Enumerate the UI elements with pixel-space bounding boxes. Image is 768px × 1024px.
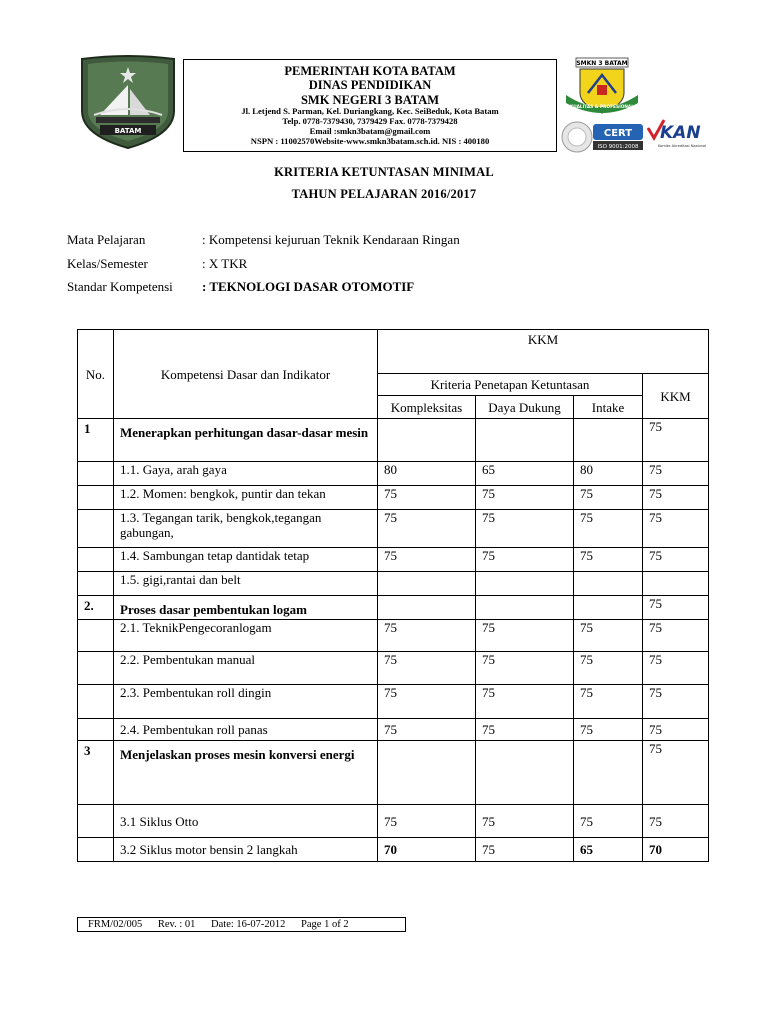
letterhead-government: PEMERINTAH KOTA BATAM <box>284 64 456 78</box>
school-logo-ribbon: KUALITAS & PROFESIONAL <box>569 105 635 110</box>
cell-intake: 75 <box>574 620 643 652</box>
info-class-value: : X TKR <box>202 256 248 271</box>
cell-kompleksitas <box>378 572 476 596</box>
info-standard-label: Standar Kompetensi <box>67 279 173 294</box>
cell-intake: 75 <box>574 510 643 548</box>
cert-iso: ISO 9001:2008 <box>597 144 639 150</box>
cell-no <box>78 620 114 652</box>
table-row <box>78 741 709 805</box>
cell-intake: 80 <box>574 462 643 486</box>
cert-iso-logo <box>562 122 643 152</box>
cell-intake <box>574 741 643 805</box>
cell-daya-dukung: 75 <box>476 719 574 741</box>
table-row <box>78 572 709 596</box>
cell-intake <box>574 572 643 596</box>
cell-kompleksitas: 75 <box>378 719 476 741</box>
header-kkm-final: KKM <box>643 374 709 419</box>
table-row <box>78 838 709 862</box>
cell-daya-dukung: 75 <box>476 838 574 862</box>
cell-kompleksitas <box>378 419 476 462</box>
cell-intake: 75 <box>574 652 643 685</box>
cell-daya-dukung <box>476 419 574 462</box>
cell-kkm: 75 <box>643 805 709 838</box>
cell-no <box>78 652 114 685</box>
cell-kompetensi: 1.5. gigi,rantai dan belt <box>114 572 378 596</box>
cell-kompleksitas <box>378 596 476 620</box>
table-row <box>78 462 709 486</box>
cell-kompetensi: 2.1. TeknikPengecoranlogam <box>114 620 378 652</box>
cell-intake <box>574 419 643 462</box>
table-row <box>78 548 709 572</box>
cell-kompleksitas: 75 <box>378 685 476 719</box>
letterhead-address: Jl. Letjend S. Parman, Kel. Duriangkang, Kec. SeiBeduk, Kota Batam <box>241 106 499 117</box>
cell-no <box>78 838 114 862</box>
cert-label: CERT <box>603 128 633 139</box>
header-kkm: KKM <box>378 330 709 374</box>
cell-daya-dukung: 75 <box>476 510 574 548</box>
header-no: No. <box>78 330 114 419</box>
header-kompleksitas: Kompleksitas <box>378 396 476 419</box>
info-subject-value: : Kompetensi kejuruan Teknik Kendaraan Ringan <box>202 232 460 247</box>
letterhead-nspn: NSPN : 11002570Website-www.smkn3batam.sch.id. NIS : 400180 <box>250 135 490 146</box>
cell-kkm: 75 <box>643 596 709 620</box>
cell-intake: 75 <box>574 548 643 572</box>
cell-kkm: 75 <box>643 741 709 805</box>
table-row <box>78 596 709 620</box>
cell-no <box>78 510 114 548</box>
header-daya-dukung: Daya Dukung <box>476 396 574 419</box>
school-logo-banner: SMKN 3 BATAM <box>576 60 628 67</box>
cell-kompetensi: 2.4. Pembentukan roll panas <box>114 719 378 741</box>
cell-kompetensi: Menerapkan perhitungan dasar-dasar mesin <box>114 419 378 462</box>
header-intake: Intake <box>574 396 643 419</box>
cell-kompleksitas: 75 <box>378 652 476 685</box>
kan-label: KAN <box>660 123 701 143</box>
document-title: KRITERIA KETUNTASAN MINIMAL <box>274 165 494 179</box>
cell-daya-dukung: 75 <box>476 548 574 572</box>
header-kriteria: Kriteria Penetapan Ketuntasan <box>378 374 643 396</box>
cell-daya-dukung: 65 <box>476 462 574 486</box>
cell-kkm: 75 <box>643 620 709 652</box>
cell-kompetensi: 1.4. Sambungan tetap dantidak tetap <box>114 548 378 572</box>
school-logo <box>562 57 642 117</box>
cell-kkm: 75 <box>643 719 709 741</box>
cell-kompetensi: 2.3. Pembentukan roll dingin <box>114 685 378 719</box>
header-kompetensi: Kompetensi Dasar dan Indikator <box>114 330 378 419</box>
info-standard-value: : TEKNOLOGI DASAR OTOMOTIF <box>202 279 415 294</box>
kan-sub: Komite Akreditasi Nasional <box>658 144 707 148</box>
footer-form-code: FRM/02/005 <box>88 919 143 930</box>
cell-kompleksitas: 70 <box>378 838 476 862</box>
cell-no: 3 <box>78 741 114 805</box>
table-row <box>78 685 709 719</box>
cell-no <box>78 462 114 486</box>
batam-city-emblem <box>78 55 178 150</box>
cell-kkm: 75 <box>643 462 709 486</box>
cell-kompleksitas <box>378 741 476 805</box>
form-footer <box>77 917 406 932</box>
cell-no <box>78 548 114 572</box>
cell-kkm: 70 <box>643 838 709 862</box>
cell-daya-dukung: 75 <box>476 486 574 510</box>
cell-kompleksitas: 75 <box>378 510 476 548</box>
cell-kkm: 75 <box>643 510 709 548</box>
kan-logo <box>648 120 706 148</box>
info-subject-label: Mata Pelajaran <box>67 232 146 247</box>
letterhead-email: Email :smkn3batam@gmail.com <box>309 125 431 136</box>
cell-kompleksitas: 75 <box>378 486 476 510</box>
cell-intake: 75 <box>574 486 643 510</box>
cell-daya-dukung: 75 <box>476 620 574 652</box>
table-row <box>78 652 709 685</box>
cell-kompleksitas: 75 <box>378 805 476 838</box>
cell-kompetensi: 2.2. Pembentukan manual <box>114 652 378 685</box>
cell-kkm <box>643 572 709 596</box>
cell-kkm: 75 <box>643 685 709 719</box>
cell-intake <box>574 596 643 620</box>
cell-daya-dukung: 75 <box>476 685 574 719</box>
cell-no <box>78 685 114 719</box>
cell-daya-dukung: 75 <box>476 805 574 838</box>
cell-kkm: 75 <box>643 486 709 510</box>
table-row <box>78 486 709 510</box>
kkm-table <box>77 329 709 862</box>
logo-left-text: BATAM <box>114 127 142 135</box>
cell-kkm: 75 <box>643 419 709 462</box>
certification-logos <box>560 118 715 156</box>
letterhead-school: SMK NEGERI 3 BATAM <box>300 92 440 107</box>
document-subtitle: TAHUN PELAJARAN 2016/2017 <box>291 187 477 201</box>
info-class-label: Kelas/Semester <box>67 256 148 271</box>
letterhead <box>183 59 557 152</box>
footer-revision: Rev. : 01 <box>157 919 196 930</box>
cell-daya-dukung <box>476 572 574 596</box>
cell-no: 1 <box>78 419 114 462</box>
table-row <box>78 620 709 652</box>
cell-kompetensi: 1.2. Momen: bengkok, puntir dan tekan <box>114 486 378 510</box>
cell-kkm: 75 <box>643 548 709 572</box>
cell-no <box>78 719 114 741</box>
cell-kompleksitas: 80 <box>378 462 476 486</box>
cell-intake: 75 <box>574 719 643 741</box>
cell-daya-dukung: 75 <box>476 652 574 685</box>
letterhead-department: DINAS PENDIDIKAN <box>308 78 432 93</box>
table-row <box>78 419 709 462</box>
footer-date: Date: 16-07-2012 <box>211 919 286 930</box>
table-row <box>78 805 709 838</box>
cell-kompetensi: 1.3. Tegangan tarik, bengkok,tegangan gabungan, <box>114 510 378 548</box>
table-row <box>78 510 709 548</box>
cell-daya-dukung <box>476 596 574 620</box>
cell-intake: 75 <box>574 805 643 838</box>
cell-kompleksitas: 75 <box>378 620 476 652</box>
cell-kompetensi: 3.1 Siklus Otto <box>114 805 378 838</box>
cell-daya-dukung <box>476 741 574 805</box>
cell-no <box>78 572 114 596</box>
letterhead-phone: Telp. 0778-7379430, 7379429 Fax. 0778-7379428 <box>282 116 458 126</box>
cell-no <box>78 486 114 510</box>
cell-kompetensi: 1.1. Gaya, arah gaya <box>114 462 378 486</box>
table-row <box>78 719 709 741</box>
cell-intake: 75 <box>574 685 643 719</box>
footer-page: Page 1 of 2 <box>301 919 349 930</box>
cell-no <box>78 805 114 838</box>
table-header-row-1 <box>78 330 709 374</box>
cell-kompetensi: Menjelaskan proses mesin konversi energi <box>114 741 378 805</box>
cell-intake: 65 <box>574 838 643 862</box>
cell-kompetensi: Proses dasar pembentukan logam <box>114 596 378 620</box>
cell-kompetensi: 3.2 Siklus motor bensin 2 langkah <box>114 838 378 862</box>
cell-no: 2. <box>78 596 114 620</box>
cell-kompleksitas: 75 <box>378 548 476 572</box>
cell-kkm: 75 <box>643 652 709 685</box>
